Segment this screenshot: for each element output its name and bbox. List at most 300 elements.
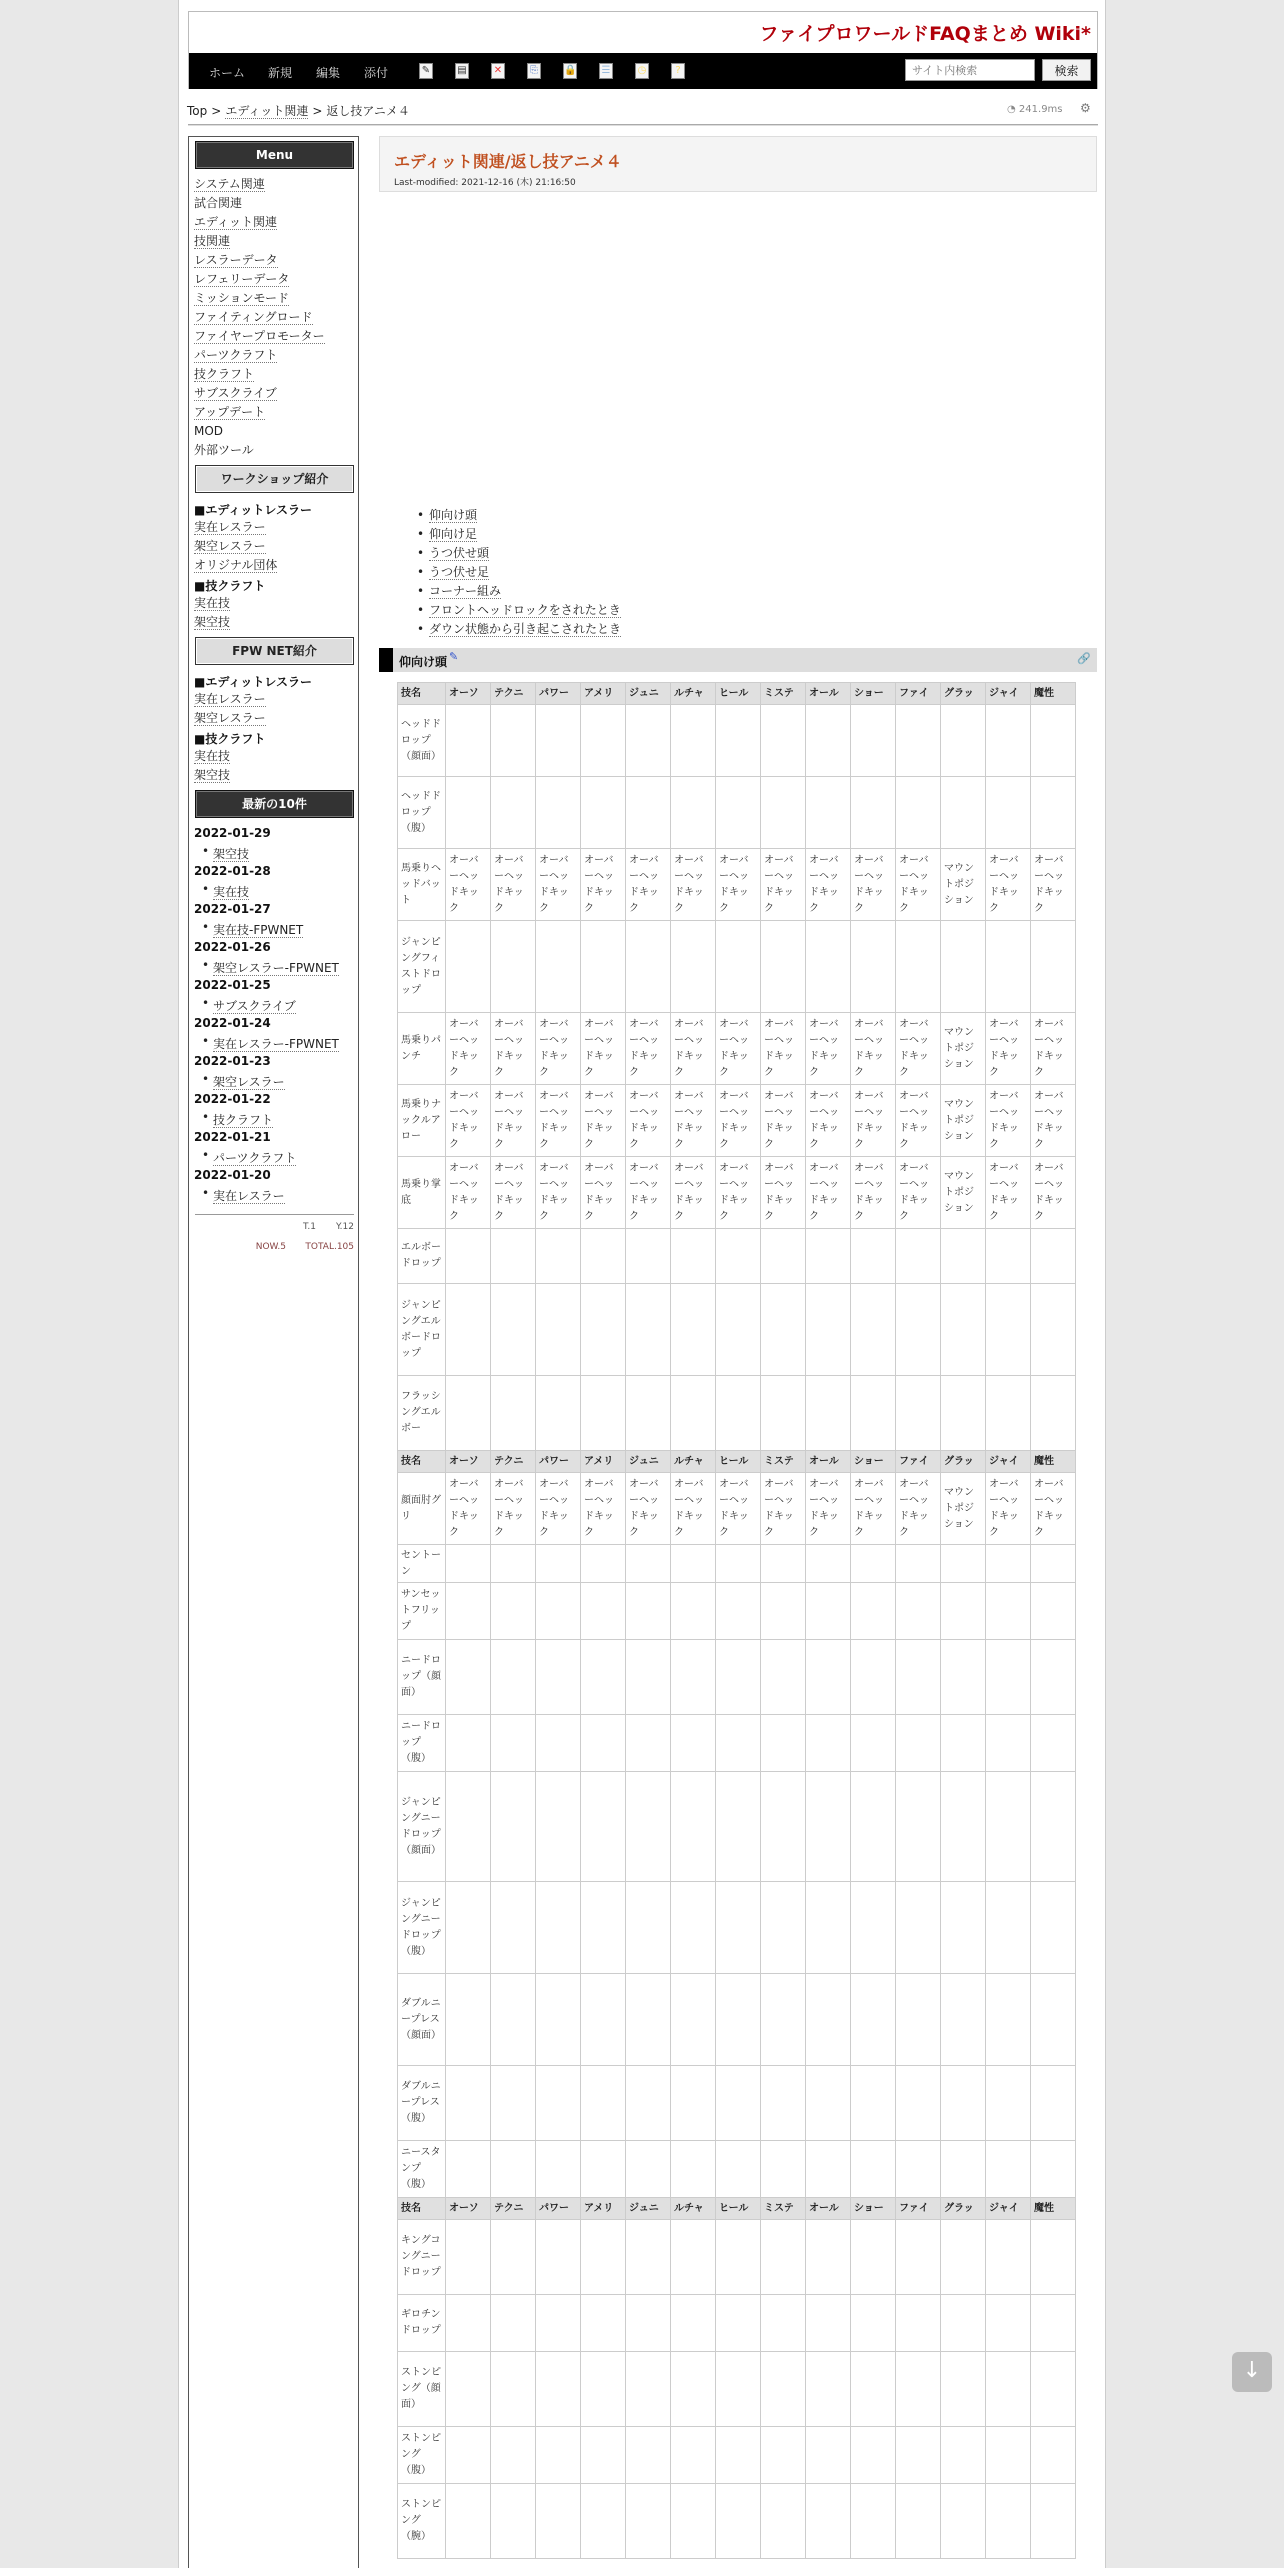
value-cell [1031, 1974, 1076, 2066]
value-cell [716, 1882, 761, 1974]
sidebar-menu-item[interactable]: システム関連 [194, 177, 265, 191]
toc-link[interactable]: ダウン状態から引き起こされたとき [429, 622, 622, 636]
value-cell: オーバーヘッドキック [536, 1085, 581, 1157]
lock-icon[interactable]: 🔒 [563, 63, 577, 79]
value-cell: オーバーヘッドキック [896, 849, 941, 921]
fpwnet-link[interactable]: 架空レスラー [194, 711, 266, 725]
value-cell [716, 1229, 761, 1284]
value-cell [986, 1229, 1031, 1284]
value-cell [806, 2141, 851, 2198]
sidebar-menu-item[interactable]: ファイヤープロモーター [194, 329, 325, 343]
move-name-cell: ストンピング（腕） [398, 2484, 446, 2559]
value-cell [581, 1545, 626, 1583]
value-cell [446, 2352, 491, 2427]
workshop-link[interactable]: 架空レスラー [194, 539, 266, 553]
workshop-link[interactable]: 実在技 [194, 596, 231, 610]
breadcrumb-top[interactable]: Top [187, 104, 208, 118]
nav-new-link[interactable]: 新規 [268, 66, 293, 80]
table-of-contents [429, 506, 621, 639]
value-cell [491, 777, 536, 849]
value-cell [851, 2295, 896, 2352]
column-header: ショー [851, 683, 896, 705]
fpwnet-category: ■技クラフト [194, 732, 266, 746]
value-cell [986, 921, 1031, 1013]
value-cell [761, 777, 806, 849]
value-cell [761, 2066, 806, 2141]
value-cell: オーバーヘッドキック [986, 1473, 1031, 1545]
value-cell: オーバーヘッドキック [491, 849, 536, 921]
scroll-down-button[interactable] [1232, 2352, 1272, 2392]
column-header: テクニ [491, 683, 536, 705]
value-cell [491, 1772, 536, 1882]
value-cell [446, 2220, 491, 2295]
value-cell [896, 705, 941, 777]
column-header: アメリ [581, 2198, 626, 2220]
value-cell [446, 2295, 491, 2352]
value-cell [941, 1229, 986, 1284]
value-cell [626, 1545, 671, 1583]
sidebar-menu-item[interactable]: エディット関連 [194, 215, 278, 229]
breadcrumb-edit[interactable]: エディット関連 [225, 104, 309, 118]
value-cell [716, 2427, 761, 2484]
value-cell [806, 2484, 851, 2559]
recent-item-link[interactable]: パーツクラフト [213, 1151, 297, 1165]
column-header: グラッ [941, 683, 986, 705]
value-cell [716, 1545, 761, 1583]
sidebar-menu-item[interactable]: ファイティングロード [194, 310, 313, 324]
workshop-link[interactable]: オリジナル団体 [194, 558, 278, 572]
value-cell: オーバーヘッドキック [986, 849, 1031, 921]
sidebar-menu-item[interactable]: 技関連 [194, 234, 231, 248]
move-name-cell: ストンピング（腹） [398, 2427, 446, 2484]
value-cell [896, 2141, 941, 2198]
value-cell: オーバーヘッドキック [806, 1473, 851, 1545]
value-cell [761, 2352, 806, 2427]
value-cell [1031, 2066, 1076, 2141]
value-cell [671, 1545, 716, 1583]
value-cell [941, 2066, 986, 2141]
value-cell [851, 1882, 896, 1974]
value-cell: オーバーヘッドキック [716, 1157, 761, 1229]
breadcrumb-current: 返し技アニメ４ [326, 104, 410, 118]
help-icon[interactable]: ? [671, 63, 685, 79]
value-cell [491, 1229, 536, 1284]
sidebar-menu-item[interactable]: 試合関連 [194, 196, 243, 210]
sidebar-menu-item[interactable]: サブスクライブ [194, 386, 277, 400]
value-cell [1031, 2220, 1076, 2295]
column-header: グラッ [941, 1451, 986, 1473]
list-icon[interactable]: ☰ [599, 63, 613, 79]
sidebar-menu-item[interactable]: レフェリーデータ [194, 272, 290, 286]
value-cell [896, 2295, 941, 2352]
value-cell [1031, 1640, 1076, 1715]
timing-readout [1007, 104, 1063, 115]
value-cell [536, 2220, 581, 2295]
value-cell: オーバーヘッドキック [761, 1473, 806, 1545]
delete-icon[interactable]: ✕ [491, 63, 505, 79]
table-header-row [398, 1451, 1076, 1473]
value-cell [941, 1583, 986, 1640]
fpwnet-link[interactable]: 架空技 [194, 768, 231, 782]
value-cell [761, 2484, 806, 2559]
toc-item [429, 525, 621, 544]
value-cell [626, 1974, 671, 2066]
toc-link[interactable]: フロントヘッドロックをされたとき [429, 603, 621, 617]
sidebar-menu-item[interactable]: レスラーデータ [194, 253, 278, 267]
value-cell [536, 777, 581, 849]
value-cell [536, 1229, 581, 1284]
value-cell [536, 2352, 581, 2427]
value-cell: オーバーヘッドキック [896, 1157, 941, 1229]
table-row [398, 1013, 1076, 1085]
section-title: 仰向け頭 [399, 655, 448, 669]
value-cell [581, 1974, 626, 2066]
value-cell: マウントポジション [941, 1157, 986, 1229]
value-cell [761, 1583, 806, 1640]
move-name-cell: ジャンピングフィストドロップ [398, 921, 446, 1013]
value-cell [761, 1545, 806, 1583]
sidebar-menu-item[interactable]: アップデート [194, 405, 266, 419]
sidebar-menu-item[interactable]: ミッションモード [194, 291, 290, 305]
table-row [398, 1376, 1076, 1451]
value-cell [536, 1376, 581, 1451]
toc-item [429, 620, 621, 639]
value-cell [491, 2352, 536, 2427]
value-cell [626, 1284, 671, 1376]
edit-icon[interactable]: ✎ [419, 63, 433, 79]
value-cell: オーバーヘッドキック [851, 1013, 896, 1085]
gear-icon[interactable]: ⚙ [1080, 101, 1091, 115]
value-cell [581, 1715, 626, 1772]
value-cell [671, 705, 716, 777]
value-cell [716, 2295, 761, 2352]
value-cell [581, 2352, 626, 2427]
value-cell [716, 1376, 761, 1451]
last-modified: Last-modified: 2021-12-16 (木) 21:16:50 [394, 178, 576, 188]
value-cell [446, 2141, 491, 2198]
value-cell [671, 777, 716, 849]
value-cell [896, 1882, 941, 1974]
value-cell: オーバーヘッドキック [761, 1013, 806, 1085]
fpwnet-category: ■エディットレスラー [194, 675, 313, 689]
value-cell [536, 2427, 581, 2484]
toc-link[interactable]: 仰向け足 [429, 527, 478, 541]
value-cell [896, 1583, 941, 1640]
value-cell [806, 1229, 851, 1284]
column-header: パワー [536, 2198, 581, 2220]
value-cell [716, 2141, 761, 2198]
table-row [398, 1882, 1076, 1974]
value-cell [851, 1284, 896, 1376]
recent-item [203, 1187, 285, 1204]
value-cell [941, 777, 986, 849]
value-cell [851, 2352, 896, 2427]
value-cell [446, 1376, 491, 1451]
value-cell: オーバーヘッドキック [716, 1473, 761, 1545]
value-cell: オーバーヘッドキック [806, 849, 851, 921]
value-cell [806, 705, 851, 777]
recent-item-link[interactable]: 架空レスラー-FPWNET [213, 961, 339, 975]
value-cell [761, 705, 806, 777]
toc-link[interactable]: 仰向け頭 [429, 508, 478, 522]
value-cell [716, 1640, 761, 1715]
copy-icon[interactable]: ⎘ [527, 63, 541, 79]
value-cell: オーバーヘッドキック [671, 849, 716, 921]
sidebar-menu-item[interactable]: MOD [194, 424, 224, 438]
column-header: ヒール [716, 1451, 761, 1473]
value-cell [1031, 2484, 1076, 2559]
value-cell [806, 2295, 851, 2352]
table-header-row [398, 683, 1076, 705]
value-cell [581, 1284, 626, 1376]
column-header: ファイ [896, 2198, 941, 2220]
table-row [398, 1545, 1076, 1583]
column-header: ファイ [896, 683, 941, 705]
table-row [398, 705, 1076, 777]
column-header: アメリ [581, 1451, 626, 1473]
column-header: ルチャ [671, 683, 716, 705]
value-cell [626, 1640, 671, 1715]
value-cell [671, 2295, 716, 2352]
value-cell [761, 1882, 806, 1974]
value-cell [986, 2066, 1031, 2141]
value-cell [581, 2220, 626, 2295]
recent-date: 2022-01-21 [194, 1130, 271, 1144]
table-row [398, 1157, 1076, 1229]
value-cell: オーバーヘッドキック [536, 1473, 581, 1545]
value-cell [986, 1545, 1031, 1583]
table-row [398, 2484, 1076, 2559]
moves-table [397, 682, 1076, 2559]
recent-item [203, 1073, 285, 1090]
value-cell [491, 1583, 536, 1640]
value-cell [806, 1882, 851, 1974]
nav-home-link[interactable]: ホーム [209, 66, 246, 80]
sidebar-menu-item[interactable]: 外部ツール [194, 443, 254, 457]
value-cell [896, 1772, 941, 1882]
value-cell: オーバーヘッドキック [626, 1157, 671, 1229]
value-cell: マウントポジション [941, 1013, 986, 1085]
value-cell [896, 1284, 941, 1376]
recent-item-link[interactable]: 実在技-FPWNET [213, 923, 304, 937]
recent-item-link[interactable]: 架空レスラー [213, 1075, 285, 1089]
value-cell [626, 921, 671, 1013]
arrow-down-icon: ↓ [1242, 2358, 1262, 2383]
value-cell [986, 777, 1031, 849]
value-cell [626, 2484, 671, 2559]
value-cell [671, 1284, 716, 1376]
value-cell: オーバーヘッドキック [1031, 1473, 1076, 1545]
value-cell [806, 1284, 851, 1376]
value-cell [626, 2141, 671, 2198]
value-cell [941, 1545, 986, 1583]
value-cell [716, 2352, 761, 2427]
value-cell: オーバーヘッドキック [626, 1085, 671, 1157]
recent-date: 2022-01-26 [194, 940, 271, 954]
workshop-link[interactable]: 実在レスラー [194, 520, 266, 534]
value-cell [806, 1640, 851, 1715]
fpwnet-heading: FPW NET紹介 [195, 637, 354, 665]
value-cell [986, 1583, 1031, 1640]
value-cell: オーバーヘッドキック [581, 1473, 626, 1545]
recent-item-link[interactable]: 実在レスラー-FPWNET [213, 1037, 339, 1051]
fpwnet-link[interactable]: 実在レスラー [194, 692, 266, 706]
value-cell [446, 777, 491, 849]
history-icon[interactable]: ◷ [635, 63, 649, 79]
table-row [398, 2141, 1076, 2198]
sidebar-menu-item[interactable]: 技クラフト [194, 367, 255, 381]
value-cell [761, 2295, 806, 2352]
value-cell [896, 2352, 941, 2427]
table-row [398, 2066, 1076, 2141]
anchor-link-icon[interactable]: 🔗 [1077, 652, 1091, 665]
value-cell: オーバーヘッドキック [536, 1157, 581, 1229]
value-cell [716, 1715, 761, 1772]
value-cell [851, 1772, 896, 1882]
recent-item-link[interactable]: 技クラフト [213, 1113, 274, 1127]
toc-item [429, 582, 621, 601]
fpwnet-link[interactable]: 実在技 [194, 749, 231, 763]
value-cell [671, 1715, 716, 1772]
value-cell: オーバーヘッドキック [446, 1085, 491, 1157]
column-header: オール [806, 2198, 851, 2220]
recent-item-link[interactable]: 実在技 [213, 885, 250, 899]
site-title[interactable]: ファイプロワールドFAQまとめ Wiki* [759, 23, 1091, 45]
nav-edit-link[interactable]: 編集 [316, 66, 341, 80]
move-name-cell: 馬乗り掌底 [398, 1157, 446, 1229]
nav-attach-link[interactable]: 添付 [364, 66, 389, 80]
recent-item-link[interactable]: 架空技 [213, 847, 250, 861]
value-cell: オーバーヘッドキック [716, 1085, 761, 1157]
value-cell [716, 777, 761, 849]
value-cell: オーバーヘッドキック [671, 1473, 716, 1545]
value-cell [446, 2484, 491, 2559]
value-cell: オーバーヘッドキック [896, 1013, 941, 1085]
value-cell [896, 1229, 941, 1284]
value-cell [986, 1284, 1031, 1376]
value-cell: オーバーヘッドキック [986, 1085, 1031, 1157]
value-cell [896, 1715, 941, 1772]
value-cell [581, 1772, 626, 1882]
sidebar-menu-item[interactable]: パーツクラフト [194, 348, 278, 362]
edit-pencil-icon[interactable]: ✎ [449, 650, 459, 663]
column-header: グラッ [941, 2198, 986, 2220]
value-cell [986, 1640, 1031, 1715]
value-cell [716, 2220, 761, 2295]
toc-link[interactable]: コーナー組み [429, 584, 502, 598]
recent-item-link[interactable]: 実在レスラー [213, 1189, 285, 1203]
value-cell [761, 1376, 806, 1451]
toc-link[interactable]: うつ伏せ頭 [429, 546, 490, 560]
value-cell [536, 1974, 581, 2066]
value-cell [626, 1715, 671, 1772]
column-header: 魔性 [1031, 1451, 1076, 1473]
column-header: ルチャ [671, 1451, 716, 1473]
move-name-cell: ジャンピングニードロップ（腹） [398, 1882, 446, 1974]
column-header: ミステ [761, 1451, 806, 1473]
value-cell [626, 1229, 671, 1284]
value-cell [806, 2427, 851, 2484]
toc-item [429, 601, 621, 620]
toc-link[interactable]: うつ伏せ足 [429, 565, 490, 579]
column-header: 技名 [398, 2198, 446, 2220]
table-row [398, 921, 1076, 1013]
value-cell [1031, 705, 1076, 777]
value-cell: オーバーヘッドキック [716, 849, 761, 921]
value-cell [941, 2484, 986, 2559]
value-cell [626, 1583, 671, 1640]
value-cell [1031, 777, 1076, 849]
value-cell [896, 1974, 941, 2066]
value-cell [671, 1640, 716, 1715]
page-title[interactable]: エディット関連/返し技アニメ４ [394, 152, 622, 171]
table-row [398, 1974, 1076, 2066]
page-icon[interactable]: ▤ [455, 63, 469, 79]
toc-item [429, 544, 621, 563]
value-cell: オーバーヘッドキック [491, 1013, 536, 1085]
value-cell [536, 1545, 581, 1583]
value-cell [716, 1974, 761, 2066]
table-row [398, 2427, 1076, 2484]
recent-item [203, 959, 339, 976]
value-cell: オーバーヘッドキック [536, 849, 581, 921]
value-cell [491, 1545, 536, 1583]
recent-item-link[interactable]: サブスクライブ [213, 999, 296, 1013]
search-input[interactable] [905, 59, 1035, 81]
value-cell [626, 2066, 671, 2141]
recent-item [203, 997, 296, 1014]
value-cell [761, 2141, 806, 2198]
table-row [398, 1085, 1076, 1157]
value-cell [1031, 2295, 1076, 2352]
recent-item [203, 845, 249, 862]
move-name-cell: ニードロップ（腹） [398, 1715, 446, 1772]
value-cell: オーバーヘッドキック [581, 849, 626, 921]
value-cell [626, 777, 671, 849]
value-cell: オーバーヘッドキック [491, 1473, 536, 1545]
value-cell [1031, 921, 1076, 1013]
table-row [398, 1772, 1076, 1882]
value-cell [896, 777, 941, 849]
value-cell [491, 1284, 536, 1376]
value-cell [626, 1376, 671, 1451]
value-cell: オーバーヘッドキック [446, 849, 491, 921]
move-name-cell: 馬乗りナックルアロー [398, 1085, 446, 1157]
value-cell: オーバーヘッドキック [446, 1473, 491, 1545]
move-name-cell: キングコングニードロップ [398, 2220, 446, 2295]
column-header: テクニ [491, 1451, 536, 1473]
value-cell [941, 1376, 986, 1451]
value-cell [851, 1640, 896, 1715]
value-cell [581, 921, 626, 1013]
value-cell [536, 1772, 581, 1882]
value-cell [806, 1545, 851, 1583]
divider [188, 124, 1098, 126]
table-row [398, 1715, 1076, 1772]
value-cell [491, 2141, 536, 2198]
section-heading [379, 648, 1097, 672]
recent-date: 2022-01-28 [194, 864, 271, 878]
value-cell [761, 1284, 806, 1376]
value-cell [1031, 1545, 1076, 1583]
search-button[interactable]: 検索 [1042, 59, 1091, 81]
value-cell [626, 1772, 671, 1882]
value-cell [581, 1376, 626, 1451]
value-cell [671, 1376, 716, 1451]
workshop-link[interactable]: 架空技 [194, 615, 231, 629]
move-name-cell: サンセットフリップ [398, 1583, 446, 1640]
move-name-cell: エルボードロップ [398, 1229, 446, 1284]
